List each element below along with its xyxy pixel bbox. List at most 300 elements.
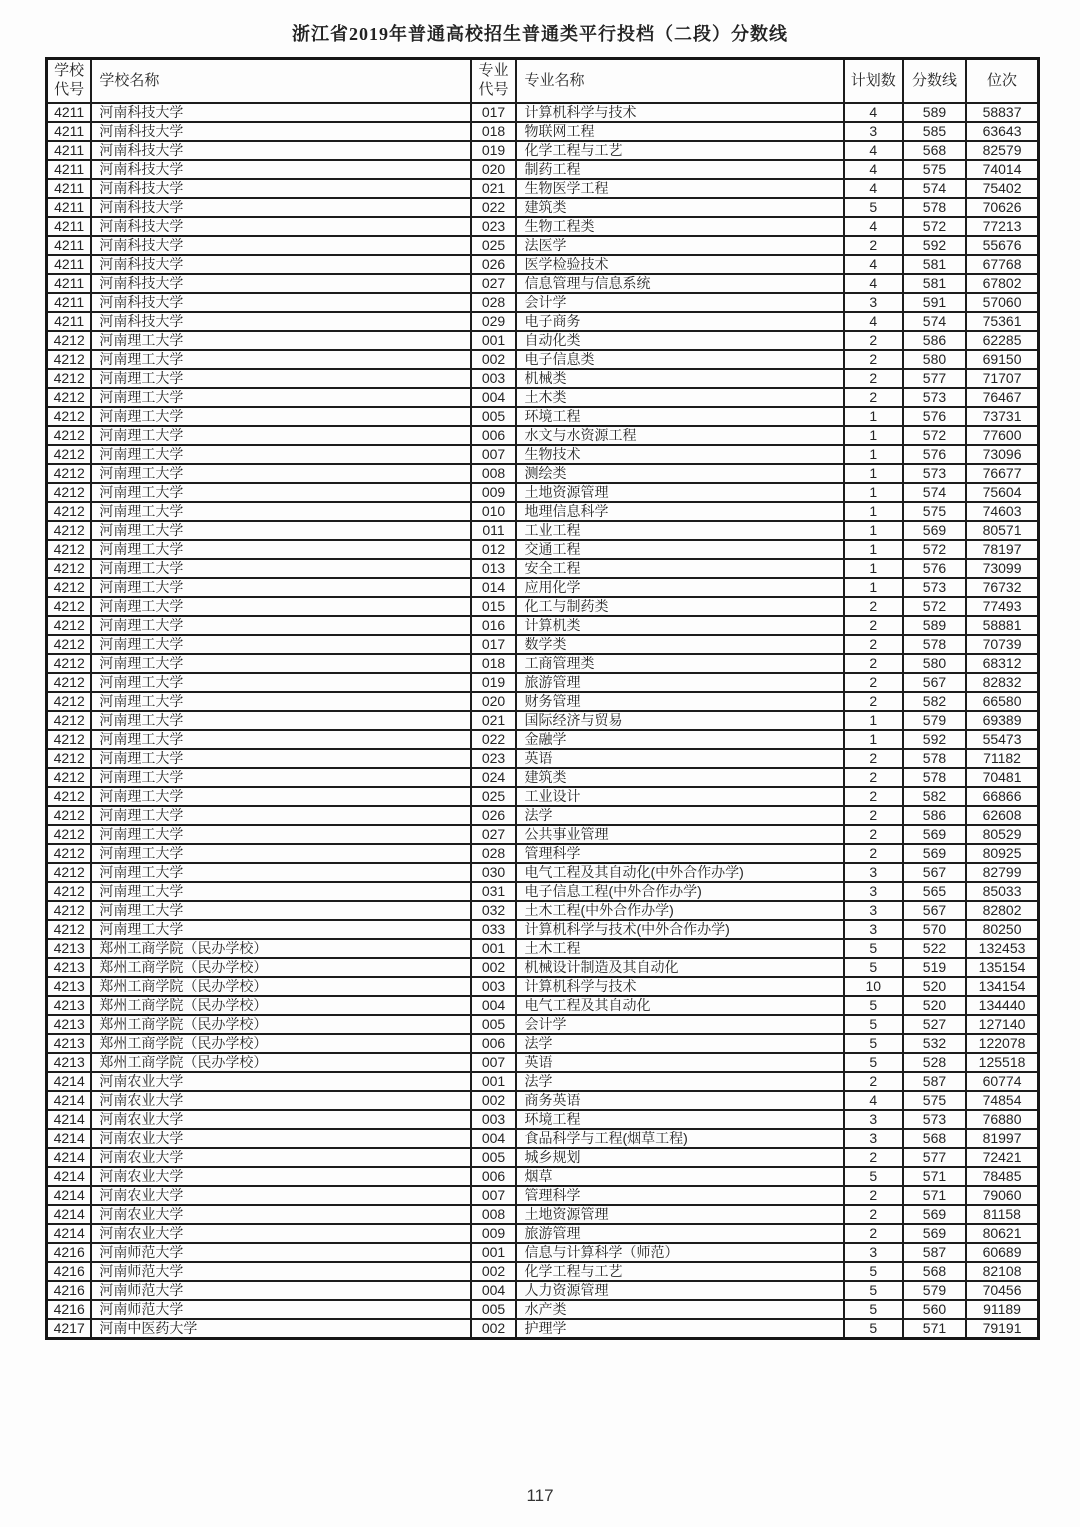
cell-school-name: 河南理工大学 bbox=[91, 673, 470, 692]
cell-school-name: 河南理工大学 bbox=[91, 483, 470, 502]
cell-major-name: 商务英语 bbox=[516, 1091, 843, 1110]
cell-school-code: 4211 bbox=[47, 103, 92, 122]
cell-major-code: 005 bbox=[471, 1148, 517, 1167]
cell-school-name: 河南理工大学 bbox=[91, 616, 470, 635]
cell-school-name: 河南理工大学 bbox=[91, 768, 470, 787]
cell-score-line: 592 bbox=[903, 236, 966, 255]
cell-school-code: 4212 bbox=[47, 730, 92, 749]
cell-school-code: 4212 bbox=[47, 502, 92, 521]
cell-major-code: 029 bbox=[471, 312, 517, 331]
cell-school-code: 4212 bbox=[47, 331, 92, 350]
cell-rank: 77600 bbox=[966, 426, 1038, 445]
header-major-code: 专业代号 bbox=[471, 59, 517, 104]
cell-plan-count: 5 bbox=[844, 1034, 903, 1053]
cell-school-name: 河南理工大学 bbox=[91, 369, 470, 388]
cell-rank: 70739 bbox=[966, 635, 1038, 654]
cell-plan-count: 2 bbox=[844, 331, 903, 350]
cell-plan-count: 5 bbox=[844, 1319, 903, 1339]
cell-score-line: 586 bbox=[903, 806, 966, 825]
cell-school-name: 河南科技大学 bbox=[91, 160, 470, 179]
cell-major-code: 027 bbox=[471, 825, 517, 844]
cell-rank: 125518 bbox=[966, 1053, 1038, 1072]
cell-plan-count: 2 bbox=[844, 692, 903, 711]
cell-rank: 76467 bbox=[966, 388, 1038, 407]
cell-major-name: 法学 bbox=[516, 806, 843, 825]
cell-major-code: 021 bbox=[471, 711, 517, 730]
cell-score-line: 585 bbox=[903, 122, 966, 141]
table-row bbox=[47, 255, 1039, 274]
cell-score-line: 574 bbox=[903, 483, 966, 502]
cell-rank: 80621 bbox=[966, 1224, 1038, 1243]
cell-major-code: 001 bbox=[471, 1243, 517, 1262]
cell-major-name: 物联网工程 bbox=[516, 122, 843, 141]
cell-major-code: 004 bbox=[471, 996, 517, 1015]
cell-major-code: 025 bbox=[471, 787, 517, 806]
cell-rank: 62285 bbox=[966, 331, 1038, 350]
table-row bbox=[47, 312, 1039, 331]
cell-score-line: 573 bbox=[903, 464, 966, 483]
cell-major-code: 009 bbox=[471, 1224, 517, 1243]
cell-major-code: 026 bbox=[471, 806, 517, 825]
cell-rank: 60689 bbox=[966, 1243, 1038, 1262]
cell-plan-count: 5 bbox=[844, 958, 903, 977]
cell-school-name: 河南理工大学 bbox=[91, 445, 470, 464]
cell-school-code: 4214 bbox=[47, 1091, 92, 1110]
cell-school-name: 河南科技大学 bbox=[91, 236, 470, 255]
cell-rank: 77493 bbox=[966, 597, 1038, 616]
cell-major-name: 工业工程 bbox=[516, 521, 843, 540]
cell-plan-count: 1 bbox=[844, 578, 903, 597]
cell-score-line: 580 bbox=[903, 350, 966, 369]
header-plan-count: 计划数 bbox=[844, 59, 903, 104]
cell-rank: 82579 bbox=[966, 141, 1038, 160]
cell-major-code: 014 bbox=[471, 578, 517, 597]
table-row bbox=[47, 787, 1039, 806]
cell-major-name: 土地资源管理 bbox=[516, 483, 843, 502]
cell-rank: 75361 bbox=[966, 312, 1038, 331]
cell-school-name: 河南科技大学 bbox=[91, 198, 470, 217]
cell-major-code: 025 bbox=[471, 236, 517, 255]
cell-score-line: 568 bbox=[903, 1262, 966, 1281]
cell-school-code: 4212 bbox=[47, 825, 92, 844]
cell-school-code: 4216 bbox=[47, 1262, 92, 1281]
cell-school-code: 4211 bbox=[47, 160, 92, 179]
cell-score-line: 565 bbox=[903, 882, 966, 901]
cell-plan-count: 1 bbox=[844, 540, 903, 559]
table-row bbox=[47, 445, 1039, 464]
cell-school-name: 河南农业大学 bbox=[91, 1186, 470, 1205]
table-row bbox=[47, 1262, 1039, 1281]
cell-school-name: 河南理工大学 bbox=[91, 635, 470, 654]
cell-score-line: 592 bbox=[903, 730, 966, 749]
cell-major-code: 004 bbox=[471, 1129, 517, 1148]
cell-major-name: 交通工程 bbox=[516, 540, 843, 559]
cell-major-code: 013 bbox=[471, 559, 517, 578]
cell-major-name: 英语 bbox=[516, 1053, 843, 1072]
cell-major-code: 001 bbox=[471, 331, 517, 350]
table-row bbox=[47, 654, 1039, 673]
page-number: 117 bbox=[526, 1486, 554, 1505]
cell-rank: 80925 bbox=[966, 844, 1038, 863]
cell-score-line: 582 bbox=[903, 787, 966, 806]
cell-school-code: 4212 bbox=[47, 806, 92, 825]
cell-rank: 70456 bbox=[966, 1281, 1038, 1300]
cell-school-name: 河南师范大学 bbox=[91, 1281, 470, 1300]
cell-score-line: 575 bbox=[903, 502, 966, 521]
cell-major-name: 会计学 bbox=[516, 1015, 843, 1034]
cell-school-code: 4211 bbox=[47, 312, 92, 331]
cell-rank: 71707 bbox=[966, 369, 1038, 388]
cell-major-name: 自动化类 bbox=[516, 331, 843, 350]
table-row bbox=[47, 1091, 1039, 1110]
cell-score-line: 574 bbox=[903, 312, 966, 331]
cell-plan-count: 2 bbox=[844, 236, 903, 255]
table-row bbox=[47, 293, 1039, 312]
cell-major-name: 旅游管理 bbox=[516, 673, 843, 692]
table-row bbox=[47, 1072, 1039, 1091]
cell-school-name: 河南农业大学 bbox=[91, 1167, 470, 1186]
header-score-line: 分数线 bbox=[903, 59, 966, 104]
cell-major-name: 工商管理类 bbox=[516, 654, 843, 673]
cell-major-code: 022 bbox=[471, 198, 517, 217]
cell-school-code: 4211 bbox=[47, 141, 92, 160]
cell-score-line: 569 bbox=[903, 1205, 966, 1224]
cell-score-line: 578 bbox=[903, 198, 966, 217]
cell-plan-count: 2 bbox=[844, 787, 903, 806]
cell-school-name: 河南理工大学 bbox=[91, 521, 470, 540]
cell-rank: 75604 bbox=[966, 483, 1038, 502]
cell-rank: 60774 bbox=[966, 1072, 1038, 1091]
cell-rank: 73731 bbox=[966, 407, 1038, 426]
cell-school-code: 4212 bbox=[47, 616, 92, 635]
cell-plan-count: 5 bbox=[844, 996, 903, 1015]
cell-major-code: 003 bbox=[471, 977, 517, 996]
cell-score-line: 567 bbox=[903, 901, 966, 920]
table-row bbox=[47, 1300, 1039, 1319]
cell-school-name: 郑州工商学院（民办学校） bbox=[91, 996, 470, 1015]
cell-school-code: 4212 bbox=[47, 578, 92, 597]
table-row bbox=[47, 103, 1039, 122]
cell-major-name: 应用化学 bbox=[516, 578, 843, 597]
table-row bbox=[47, 369, 1039, 388]
cell-rank: 132453 bbox=[966, 939, 1038, 958]
table-row bbox=[47, 198, 1039, 217]
cell-plan-count: 4 bbox=[844, 141, 903, 160]
cell-major-name: 旅游管理 bbox=[516, 1224, 843, 1243]
cell-plan-count: 2 bbox=[844, 1186, 903, 1205]
table-row bbox=[47, 730, 1039, 749]
cell-school-code: 4216 bbox=[47, 1281, 92, 1300]
cell-score-line: 581 bbox=[903, 255, 966, 274]
cell-rank: 74603 bbox=[966, 502, 1038, 521]
cell-major-name: 计算机科学与技术 bbox=[516, 977, 843, 996]
cell-school-code: 4211 bbox=[47, 198, 92, 217]
cell-score-line: 520 bbox=[903, 977, 966, 996]
cell-plan-count: 2 bbox=[844, 1072, 903, 1091]
cell-score-line: 569 bbox=[903, 844, 966, 863]
cell-major-code: 003 bbox=[471, 1110, 517, 1129]
cell-school-name: 郑州工商学院（民办学校） bbox=[91, 977, 470, 996]
cell-rank: 76732 bbox=[966, 578, 1038, 597]
cell-major-name: 化学工程与工艺 bbox=[516, 141, 843, 160]
cell-major-code: 006 bbox=[471, 426, 517, 445]
cell-major-name: 环境工程 bbox=[516, 1110, 843, 1129]
cell-major-name: 公共事业管理 bbox=[516, 825, 843, 844]
table-row bbox=[47, 616, 1039, 635]
cell-rank: 68312 bbox=[966, 654, 1038, 673]
cell-school-code: 4214 bbox=[47, 1129, 92, 1148]
cell-major-name: 数学类 bbox=[516, 635, 843, 654]
cell-plan-count: 5 bbox=[844, 198, 903, 217]
cell-school-code: 4212 bbox=[47, 597, 92, 616]
table-row bbox=[47, 388, 1039, 407]
cell-school-code: 4213 bbox=[47, 1015, 92, 1034]
cell-plan-count: 2 bbox=[844, 844, 903, 863]
cell-score-line: 577 bbox=[903, 1148, 966, 1167]
cell-rank: 69150 bbox=[966, 350, 1038, 369]
cell-major-name: 测绘类 bbox=[516, 464, 843, 483]
cell-major-name: 工业设计 bbox=[516, 787, 843, 806]
table-row bbox=[47, 540, 1039, 559]
table-row bbox=[47, 483, 1039, 502]
cell-major-code: 022 bbox=[471, 730, 517, 749]
cell-school-code: 4213 bbox=[47, 958, 92, 977]
cell-school-code: 4214 bbox=[47, 1205, 92, 1224]
cell-school-name: 河南科技大学 bbox=[91, 179, 470, 198]
cell-school-code: 4212 bbox=[47, 768, 92, 787]
cell-plan-count: 2 bbox=[844, 825, 903, 844]
table-row bbox=[47, 502, 1039, 521]
cell-school-name: 河南农业大学 bbox=[91, 1224, 470, 1243]
cell-rank: 77213 bbox=[966, 217, 1038, 236]
cell-school-name: 河南理工大学 bbox=[91, 730, 470, 749]
cell-rank: 71182 bbox=[966, 749, 1038, 768]
cell-plan-count: 3 bbox=[844, 122, 903, 141]
cell-score-line: 522 bbox=[903, 939, 966, 958]
table-row bbox=[47, 179, 1039, 198]
cell-score-line: 571 bbox=[903, 1186, 966, 1205]
cell-major-code: 026 bbox=[471, 255, 517, 274]
cell-major-code: 018 bbox=[471, 122, 517, 141]
cell-rank: 82802 bbox=[966, 901, 1038, 920]
cell-major-name: 电子商务 bbox=[516, 312, 843, 331]
cell-plan-count: 1 bbox=[844, 426, 903, 445]
cell-school-name: 河南理工大学 bbox=[91, 597, 470, 616]
cell-plan-count: 2 bbox=[844, 350, 903, 369]
cell-school-name: 河南理工大学 bbox=[91, 502, 470, 521]
cell-school-name: 河南理工大学 bbox=[91, 578, 470, 597]
cell-major-name: 制药工程 bbox=[516, 160, 843, 179]
cell-major-code: 016 bbox=[471, 616, 517, 635]
cell-major-name: 电气工程及其自动化(中外合作办学) bbox=[516, 863, 843, 882]
cell-score-line: 575 bbox=[903, 1091, 966, 1110]
cell-major-code: 008 bbox=[471, 464, 517, 483]
cell-major-name: 环境工程 bbox=[516, 407, 843, 426]
cell-plan-count: 4 bbox=[844, 160, 903, 179]
cell-school-code: 4217 bbox=[47, 1319, 92, 1339]
cell-major-name: 医学检验技术 bbox=[516, 255, 843, 274]
cell-school-code: 4214 bbox=[47, 1186, 92, 1205]
cell-major-name: 人力资源管理 bbox=[516, 1281, 843, 1300]
cell-school-name: 河南科技大学 bbox=[91, 141, 470, 160]
cell-school-name: 河南理工大学 bbox=[91, 654, 470, 673]
cell-rank: 55473 bbox=[966, 730, 1038, 749]
cell-score-line: 528 bbox=[903, 1053, 966, 1072]
table-row bbox=[47, 331, 1039, 350]
header-school-code: 学校代号 bbox=[47, 59, 92, 104]
table-row bbox=[47, 768, 1039, 787]
table-row bbox=[47, 1186, 1039, 1205]
cell-school-name: 河南中医药大学 bbox=[91, 1319, 470, 1339]
cell-major-name: 水产类 bbox=[516, 1300, 843, 1319]
cell-major-name: 国际经济与贸易 bbox=[516, 711, 843, 730]
cell-school-code: 4214 bbox=[47, 1072, 92, 1091]
cell-school-code: 4213 bbox=[47, 1034, 92, 1053]
cell-school-name: 河南理工大学 bbox=[91, 540, 470, 559]
cell-plan-count: 2 bbox=[844, 806, 903, 825]
cell-score-line: 578 bbox=[903, 749, 966, 768]
cell-score-line: 569 bbox=[903, 825, 966, 844]
cell-plan-count: 1 bbox=[844, 464, 903, 483]
cell-rank: 80250 bbox=[966, 920, 1038, 939]
cell-plan-count: 2 bbox=[844, 369, 903, 388]
table-row bbox=[47, 426, 1039, 445]
cell-rank: 80529 bbox=[966, 825, 1038, 844]
cell-major-code: 019 bbox=[471, 141, 517, 160]
cell-rank: 55676 bbox=[966, 236, 1038, 255]
cell-plan-count: 3 bbox=[844, 1129, 903, 1148]
table-row bbox=[47, 274, 1039, 293]
cell-plan-count: 2 bbox=[844, 768, 903, 787]
cell-school-name: 河南理工大学 bbox=[91, 559, 470, 578]
table-row bbox=[47, 236, 1039, 255]
cell-rank: 79060 bbox=[966, 1186, 1038, 1205]
table-row bbox=[47, 901, 1039, 920]
cell-school-code: 4212 bbox=[47, 711, 92, 730]
cell-school-code: 4212 bbox=[47, 445, 92, 464]
cell-plan-count: 1 bbox=[844, 407, 903, 426]
cell-school-name: 河南科技大学 bbox=[91, 255, 470, 274]
cell-major-code: 006 bbox=[471, 1167, 517, 1186]
cell-plan-count: 5 bbox=[844, 1167, 903, 1186]
cell-plan-count: 1 bbox=[844, 730, 903, 749]
cell-major-name: 生物工程类 bbox=[516, 217, 843, 236]
cell-school-code: 4212 bbox=[47, 882, 92, 901]
cell-school-name: 河南农业大学 bbox=[91, 1072, 470, 1091]
cell-major-code: 012 bbox=[471, 540, 517, 559]
cell-school-name: 河南理工大学 bbox=[91, 844, 470, 863]
cell-major-code: 028 bbox=[471, 844, 517, 863]
cell-score-line: 568 bbox=[903, 141, 966, 160]
cell-school-name: 郑州工商学院（民办学校） bbox=[91, 1034, 470, 1053]
cell-rank: 57060 bbox=[966, 293, 1038, 312]
cell-school-code: 4212 bbox=[47, 787, 92, 806]
cell-school-code: 4212 bbox=[47, 920, 92, 939]
table-row bbox=[47, 977, 1039, 996]
table-row bbox=[47, 920, 1039, 939]
cell-school-code: 4213 bbox=[47, 1053, 92, 1072]
table-row bbox=[47, 1148, 1039, 1167]
cell-major-code: 033 bbox=[471, 920, 517, 939]
cell-score-line: 575 bbox=[903, 160, 966, 179]
cell-plan-count: 5 bbox=[844, 1281, 903, 1300]
cell-rank: 81997 bbox=[966, 1129, 1038, 1148]
cell-school-code: 4213 bbox=[47, 996, 92, 1015]
cell-rank: 91189 bbox=[966, 1300, 1038, 1319]
cell-school-name: 河南农业大学 bbox=[91, 1148, 470, 1167]
table-row bbox=[47, 1110, 1039, 1129]
cell-major-code: 017 bbox=[471, 635, 517, 654]
cell-plan-count: 2 bbox=[844, 1224, 903, 1243]
cell-score-line: 576 bbox=[903, 559, 966, 578]
table-row bbox=[47, 939, 1039, 958]
cell-score-line: 519 bbox=[903, 958, 966, 977]
cell-plan-count: 5 bbox=[844, 1262, 903, 1281]
cell-major-code: 002 bbox=[471, 1319, 517, 1339]
cell-rank: 74014 bbox=[966, 160, 1038, 179]
cell-major-code: 004 bbox=[471, 1281, 517, 1300]
cell-plan-count: 10 bbox=[844, 977, 903, 996]
cell-major-code: 030 bbox=[471, 863, 517, 882]
cell-plan-count: 3 bbox=[844, 882, 903, 901]
table-row bbox=[47, 597, 1039, 616]
cell-plan-count: 1 bbox=[844, 711, 903, 730]
cell-school-code: 4212 bbox=[47, 844, 92, 863]
cell-school-name: 河南农业大学 bbox=[91, 1129, 470, 1148]
cell-major-name: 食品科学与工程(烟草工程) bbox=[516, 1129, 843, 1148]
cell-score-line: 581 bbox=[903, 274, 966, 293]
cell-rank: 79191 bbox=[966, 1319, 1038, 1339]
cell-plan-count: 4 bbox=[844, 312, 903, 331]
cell-plan-count: 2 bbox=[844, 597, 903, 616]
cell-school-code: 4212 bbox=[47, 426, 92, 445]
cell-plan-count: 1 bbox=[844, 445, 903, 464]
cell-major-code: 005 bbox=[471, 407, 517, 426]
table-row bbox=[47, 635, 1039, 654]
cell-major-name: 电子信息工程(中外合作办学) bbox=[516, 882, 843, 901]
cell-school-name: 郑州工商学院（民办学校） bbox=[91, 1015, 470, 1034]
cell-major-name: 法学 bbox=[516, 1034, 843, 1053]
cell-school-code: 4214 bbox=[47, 1167, 92, 1186]
cell-school-name: 河南科技大学 bbox=[91, 103, 470, 122]
cell-school-name: 郑州工商学院（民办学校） bbox=[91, 958, 470, 977]
cell-rank: 73096 bbox=[966, 445, 1038, 464]
cell-major-name: 建筑类 bbox=[516, 198, 843, 217]
table-row bbox=[47, 464, 1039, 483]
cell-plan-count: 2 bbox=[844, 1205, 903, 1224]
cell-rank: 66866 bbox=[966, 787, 1038, 806]
cell-school-name: 河南理工大学 bbox=[91, 464, 470, 483]
cell-major-name: 生物医学工程 bbox=[516, 179, 843, 198]
cell-major-name: 土木工程 bbox=[516, 939, 843, 958]
cell-major-code: 002 bbox=[471, 1262, 517, 1281]
cell-school-code: 4212 bbox=[47, 407, 92, 426]
table-row bbox=[47, 1243, 1039, 1262]
cell-score-line: 532 bbox=[903, 1034, 966, 1053]
cell-score-line: 572 bbox=[903, 217, 966, 236]
cell-rank: 80571 bbox=[966, 521, 1038, 540]
cell-score-line: 567 bbox=[903, 863, 966, 882]
table-body bbox=[47, 103, 1039, 1339]
table-row bbox=[47, 806, 1039, 825]
cell-school-code: 4212 bbox=[47, 901, 92, 920]
cell-school-name: 河南科技大学 bbox=[91, 217, 470, 236]
cell-major-code: 021 bbox=[471, 179, 517, 198]
cell-rank: 67802 bbox=[966, 274, 1038, 293]
cell-school-name: 河南理工大学 bbox=[91, 388, 470, 407]
cell-major-code: 002 bbox=[471, 958, 517, 977]
cell-major-name: 英语 bbox=[516, 749, 843, 768]
